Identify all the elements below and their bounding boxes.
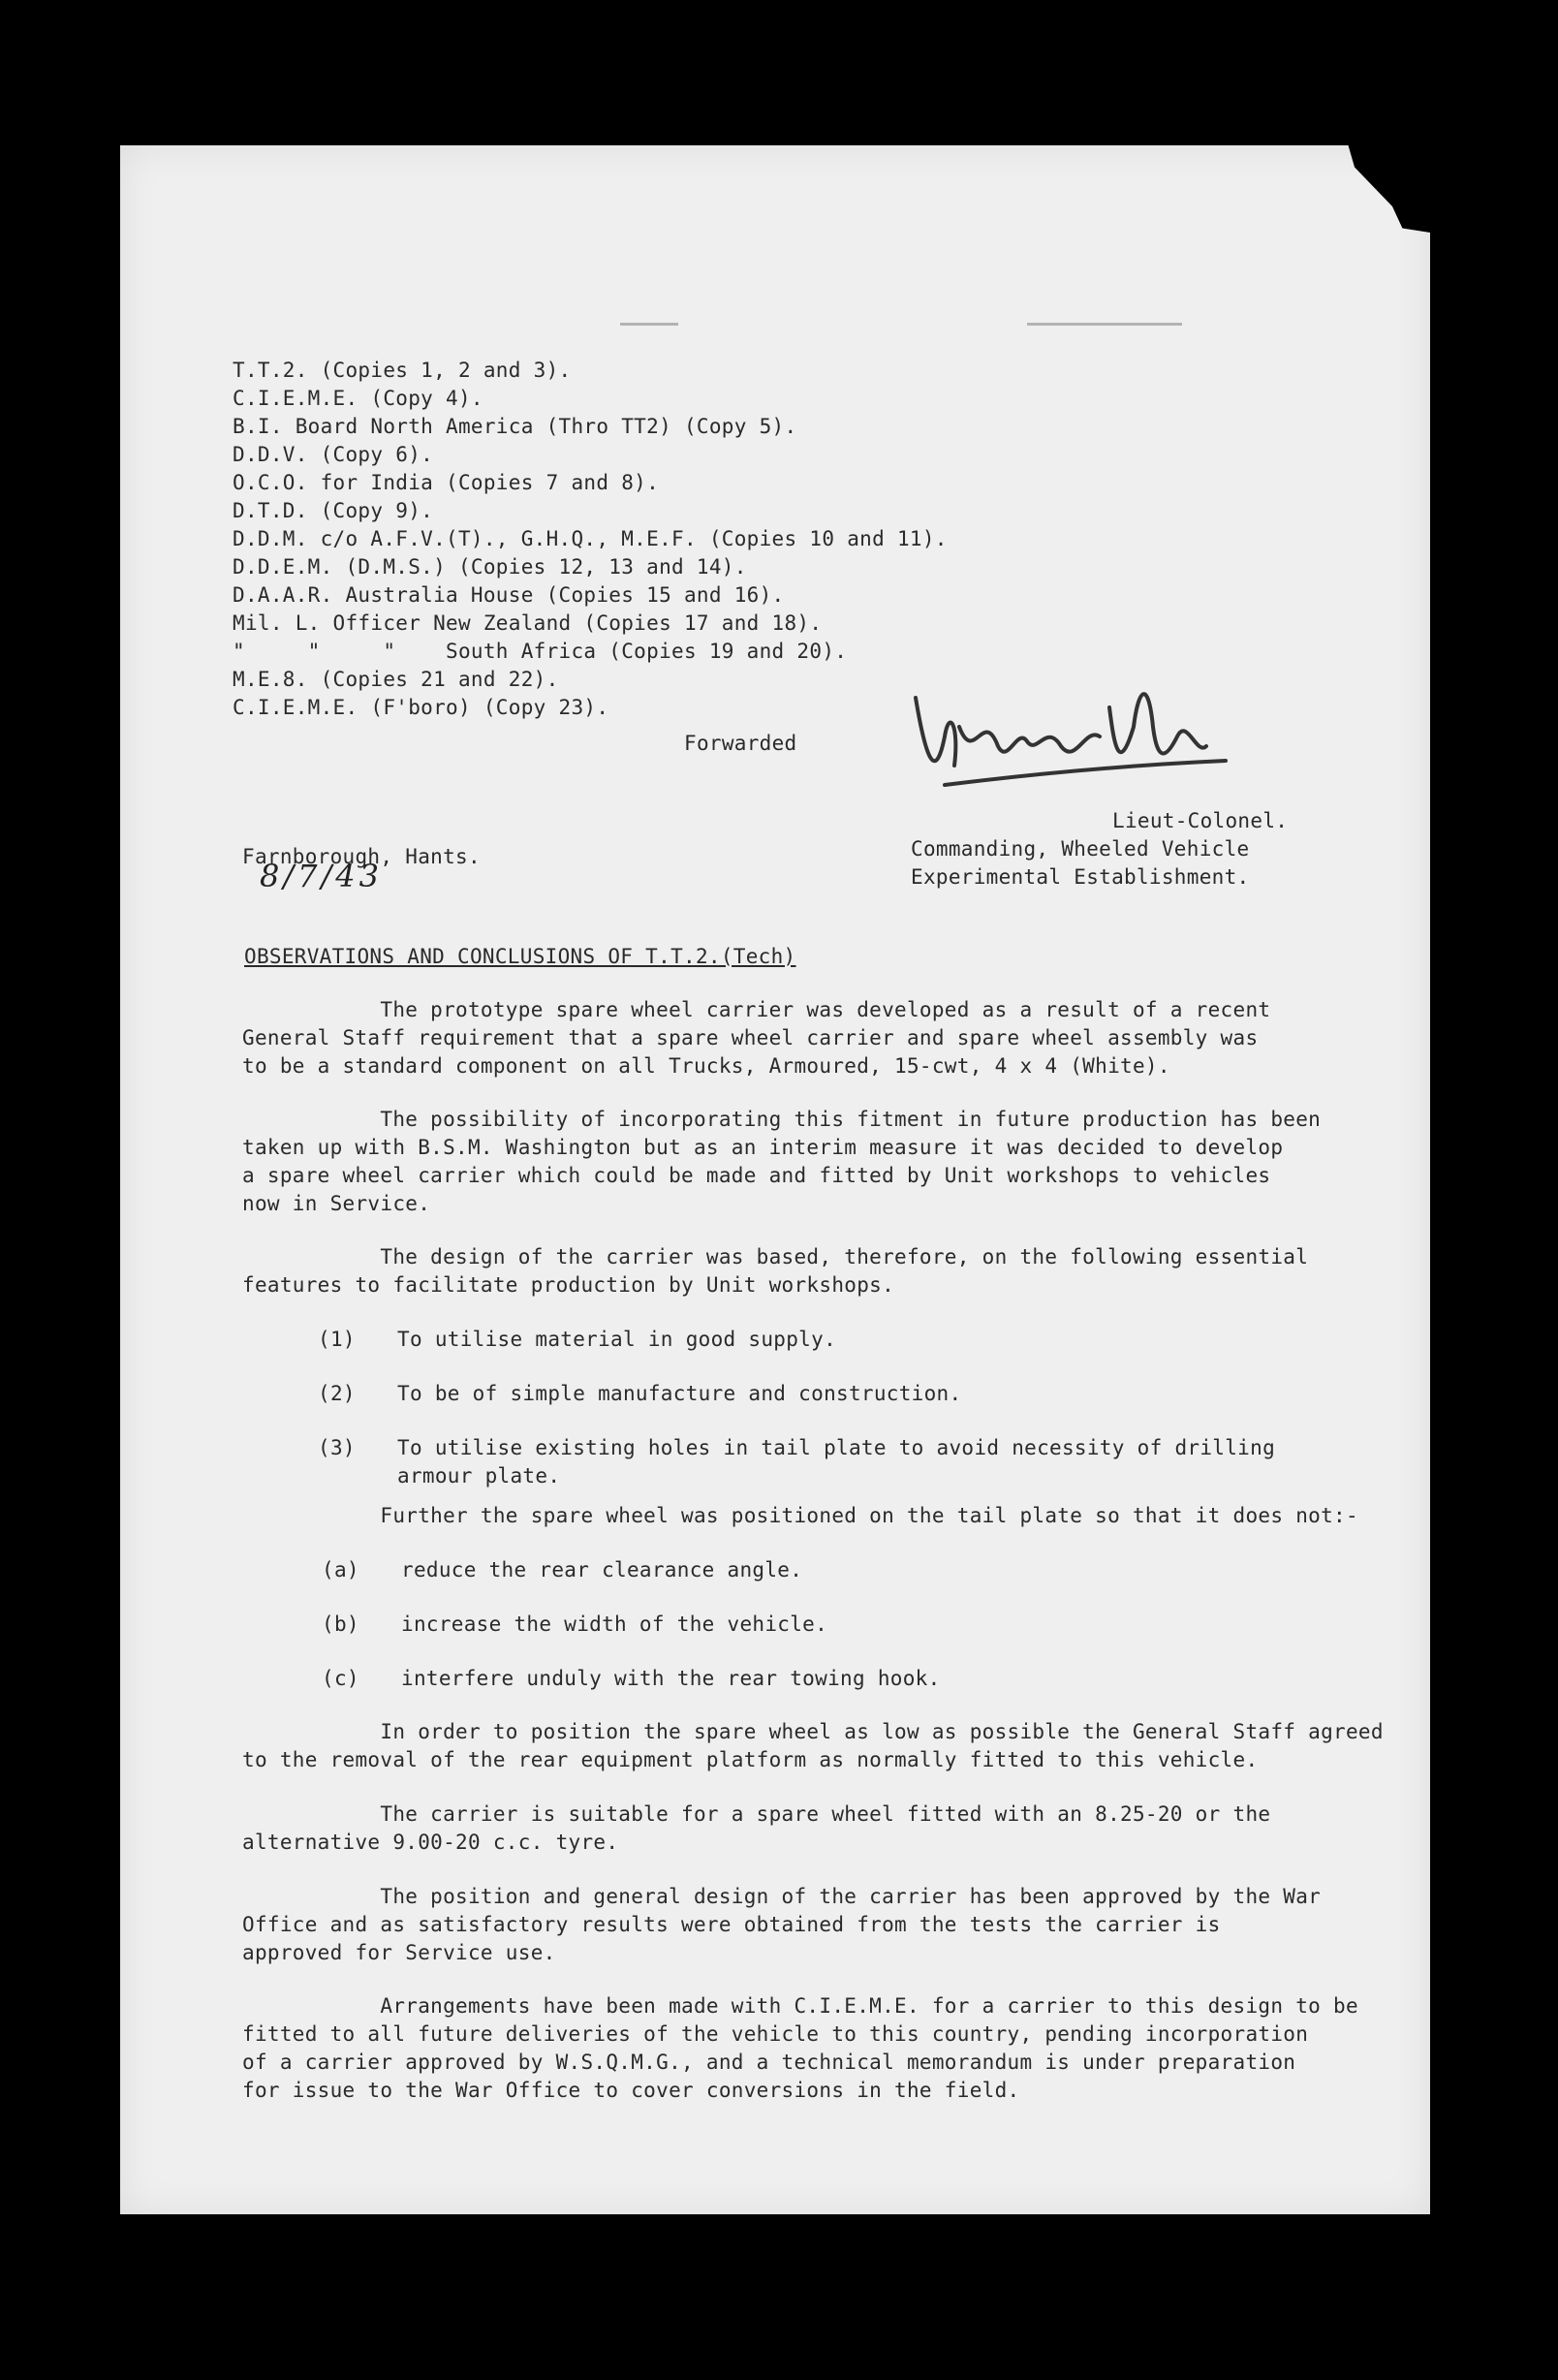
- handwritten-signature: [906, 669, 1255, 824]
- body-line: for issue to the War Office to cover conversions in the field.: [242, 2079, 1020, 2102]
- body-line: to the removal of the rear equipment platform as normally fitted to this vehicle.: [242, 1748, 1259, 1771]
- constraint-letter: (b): [322, 1613, 359, 1636]
- body-line: of a carrier approved by W.S.Q.M.G., and a technical memorandum is under preparation: [242, 2051, 1296, 2074]
- distribution-item: C.I.E.M.E. (Copy 4).: [233, 387, 483, 410]
- signature-line: Experimental Establishment.: [911, 865, 1250, 889]
- handwritten-date: 8/7/43: [260, 858, 383, 894]
- distribution-item: C.I.E.M.E. (F'boro) (Copy 23).: [233, 696, 609, 719]
- signature-line: Commanding, Wheeled Vehicle: [911, 837, 1250, 861]
- body-line: Office and as satisfactory results were obtained from the tests the carrier is: [242, 1913, 1221, 1936]
- body-line: approved for Service use.: [242, 1941, 556, 1964]
- distribution-item: D.D.V. (Copy 6).: [233, 443, 434, 466]
- distribution-item: D.T.D. (Copy 9).: [233, 499, 434, 522]
- body-line: alternative 9.00-20 c.c. tyre.: [242, 1831, 619, 1854]
- feature-number: (1): [318, 1328, 356, 1351]
- constraint-text: reduce the rear clearance angle.: [401, 1558, 803, 1581]
- distribution-item: O.C.O. for India (Copies 7 and 8).: [233, 471, 660, 494]
- body-line: General Staff requirement that a spare wheel carrier and spare wheel assembly was: [242, 1026, 1259, 1049]
- body-line: The possibility of incorporating this fitment in future production has been: [242, 1108, 1322, 1131]
- distribution-item: M.E.8. (Copies 21 and 22).: [233, 668, 559, 691]
- body-line: The design of the carrier was based, therefore, on the following essential: [242, 1245, 1309, 1268]
- distribution-item: D.D.M. c/o A.F.V.(T)., G.H.Q., M.E.F. (Copies 10 and 11).: [233, 527, 948, 550]
- constraint-letter: (c): [322, 1667, 359, 1690]
- body-line: In order to position the spare wheel as low as possible the General Staff agreed: [242, 1720, 1384, 1743]
- body-line: Further the spare wheel was positioned on the tail plate so that it does not:-: [242, 1504, 1358, 1527]
- feature-text: To utilise material in good supply.: [397, 1328, 837, 1351]
- distribution-item: D.A.A.R. Australia House (Copies 15 and 16).: [233, 583, 785, 607]
- body-line: Arrangements have been made with C.I.E.M.E. for a carrier to this design to be: [242, 1994, 1358, 2018]
- distribution-item: " " " South Africa (Copies 19 and 20).: [233, 640, 848, 663]
- forwarded-label: Forwarded: [684, 732, 797, 755]
- header-mark-left: [620, 323, 678, 326]
- body-line: The position and general design of the carrier has been approved by the War: [242, 1885, 1322, 1908]
- header-mark-right: [1027, 323, 1182, 326]
- place-line: Farnborough, Hants.: [242, 845, 481, 868]
- body-line: fitted to all future deliveries of the vehicle to this country, pending incorporation: [242, 2022, 1309, 2046]
- constraint-letter: (a): [322, 1558, 359, 1581]
- distribution-item: Mil. L. Officer New Zealand (Copies 17 and 18).: [233, 611, 823, 635]
- feature-text: To be of simple manufacture and construction.: [397, 1382, 962, 1405]
- feature-number: (3): [318, 1436, 356, 1459]
- body-line: The carrier is suitable for a spare wheel fitted with an 8.25-20 or the: [242, 1802, 1271, 1826]
- distribution-item: B.I. Board North America (Thro TT2) (Copy 5).: [233, 415, 797, 438]
- body-line: taken up with B.S.M. Washington but as an interim measure it was decided to develop: [242, 1136, 1284, 1159]
- body-line: to be a standard component on all Trucks, Armoured, 15-cwt, 4 x 4 (White).: [242, 1054, 1170, 1078]
- section-title: OBSERVATIONS AND CONCLUSIONS OF T.T.2.(Tech): [244, 945, 796, 968]
- constraint-text: interfere unduly with the rear towing hook.: [401, 1667, 941, 1690]
- feature-text: To utilise existing holes in tail plate to avoid necessity of drilling: [397, 1436, 1276, 1459]
- feature-text: armour plate.: [397, 1464, 561, 1488]
- signature-line: Lieut-Colonel.: [1112, 809, 1289, 832]
- body-line: a spare wheel carrier which could be made and fitted by Unit workshops to vehicles: [242, 1164, 1271, 1187]
- body-line: features to facilitate production by Unit workshops.: [242, 1273, 895, 1297]
- body-line: now in Service.: [242, 1192, 431, 1215]
- body-line: The prototype spare wheel carrier was developed as a result of a recent: [242, 998, 1271, 1021]
- constraint-text: increase the width of the vehicle.: [401, 1613, 828, 1636]
- distribution-item: D.D.E.M. (D.M.S.) (Copies 12, 13 and 14).: [233, 555, 747, 579]
- feature-number: (2): [318, 1382, 356, 1405]
- distribution-item: T.T.2. (Copies 1, 2 and 3).: [233, 359, 572, 382]
